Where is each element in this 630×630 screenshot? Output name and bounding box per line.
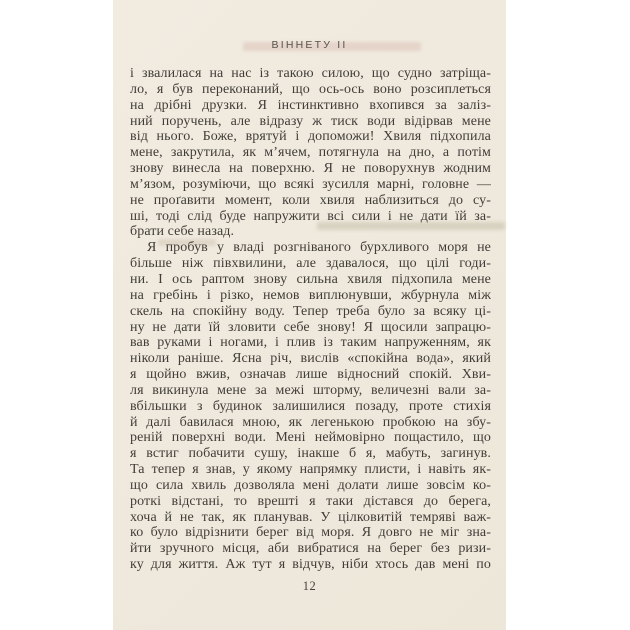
text-line: Я пробув у владі розгніваного бурхливого моря не	[147, 240, 491, 256]
text-line: і звалилася на нас із такою силою, що судно затріща-	[130, 66, 491, 81]
text-line: я щойно вжив, означав лише відносний спокій. Хви-	[130, 367, 491, 383]
text-line: мене, закрутила, як м’ячем, потягнула на дно, а потім	[130, 145, 491, 161]
text-line: ний поручень, але відразу ж тиск води відірвав мене	[130, 113, 491, 129]
text-line: ко було відрізнити берег від моря. Я довго не міг зна-	[130, 525, 491, 541]
text-line: що сила хвиль дозволяла мені долати лише зовсім ко-	[130, 477, 491, 493]
text-line: на дрібні друзки. Я інстинктивно вхопився за заліз-	[130, 97, 491, 113]
text-line: я встиг побачити сушу, інакше б я, мабуть, загинув.	[130, 446, 491, 462]
text-line: м’язом, розуміючи, що всякі зусилля марні, головне —	[130, 176, 491, 192]
text-line: йти зручного місця, аби вибратися на берег без ризи-	[130, 541, 491, 557]
text-line: знову винесла на поверхню. Я не поворухнув жодним	[130, 161, 491, 177]
text-line: ля викинула мене за межі шторму, величезні вали за-	[130, 382, 491, 398]
text-line: ку для життя. Аж тут я відчув, ніби хтось дав мені по	[130, 557, 491, 573]
text-line: Та тепер я знав, у якому напрямку плисти, і навіть як-	[130, 462, 491, 478]
running-header: ВІННЕТУ ІІ	[271, 39, 348, 51]
text-line: ші, тоді слід буде напружити всі сили і не дати їй за-	[130, 208, 491, 224]
book-page	[113, 0, 506, 630]
text-line: ніколи раніше. Ясна річ, вислів «спокійна вода», який	[130, 351, 491, 367]
text-line: більше ніж півхвилини, але здавалося, що цілі годи-	[130, 256, 491, 272]
text-line: ло, я був переконаний, що ось-ось воно розсиплеться	[130, 81, 491, 97]
text-line: вбільшки з будинок залишилися позаду, проте стихія	[130, 398, 491, 414]
text-line: хоча й не так, як планував. У цілковитій темряві важ-	[130, 509, 491, 525]
text-line: від нього. Боже, врятуй і допоможи! Хвиля підхопила	[130, 129, 491, 145]
text-line: брати себе назад.	[130, 224, 235, 240]
text-line: роткі відстані, то врешті я таки дістався до берега,	[130, 493, 491, 509]
text-line: ну не дати їй зловити себе знову! Я щосили запрацю-	[130, 319, 491, 335]
page-number: 12	[302, 579, 317, 593]
text-line: на гребінь і різко, немов виплюнувши, жбурнула між	[130, 287, 491, 303]
body-text-block	[130, 66, 491, 573]
text-line: скель на спокійну воду. Тепер треба було за всяку ці-	[130, 303, 491, 319]
text-line: не проґавити момент, коли хвиля наблизиться до су-	[130, 192, 491, 208]
text-line: реній поверхні води. Мені неймовірно пощастило, що	[130, 430, 491, 446]
text-line: ни. І ось раптом знову сильна хвиля підхопила мене	[130, 271, 491, 287]
text-line: й далі бавилася мною, як легенькою пробкою на збу-	[130, 414, 491, 430]
text-line: вав руками і ногами, і плив із таким напруженням, як	[130, 335, 491, 351]
